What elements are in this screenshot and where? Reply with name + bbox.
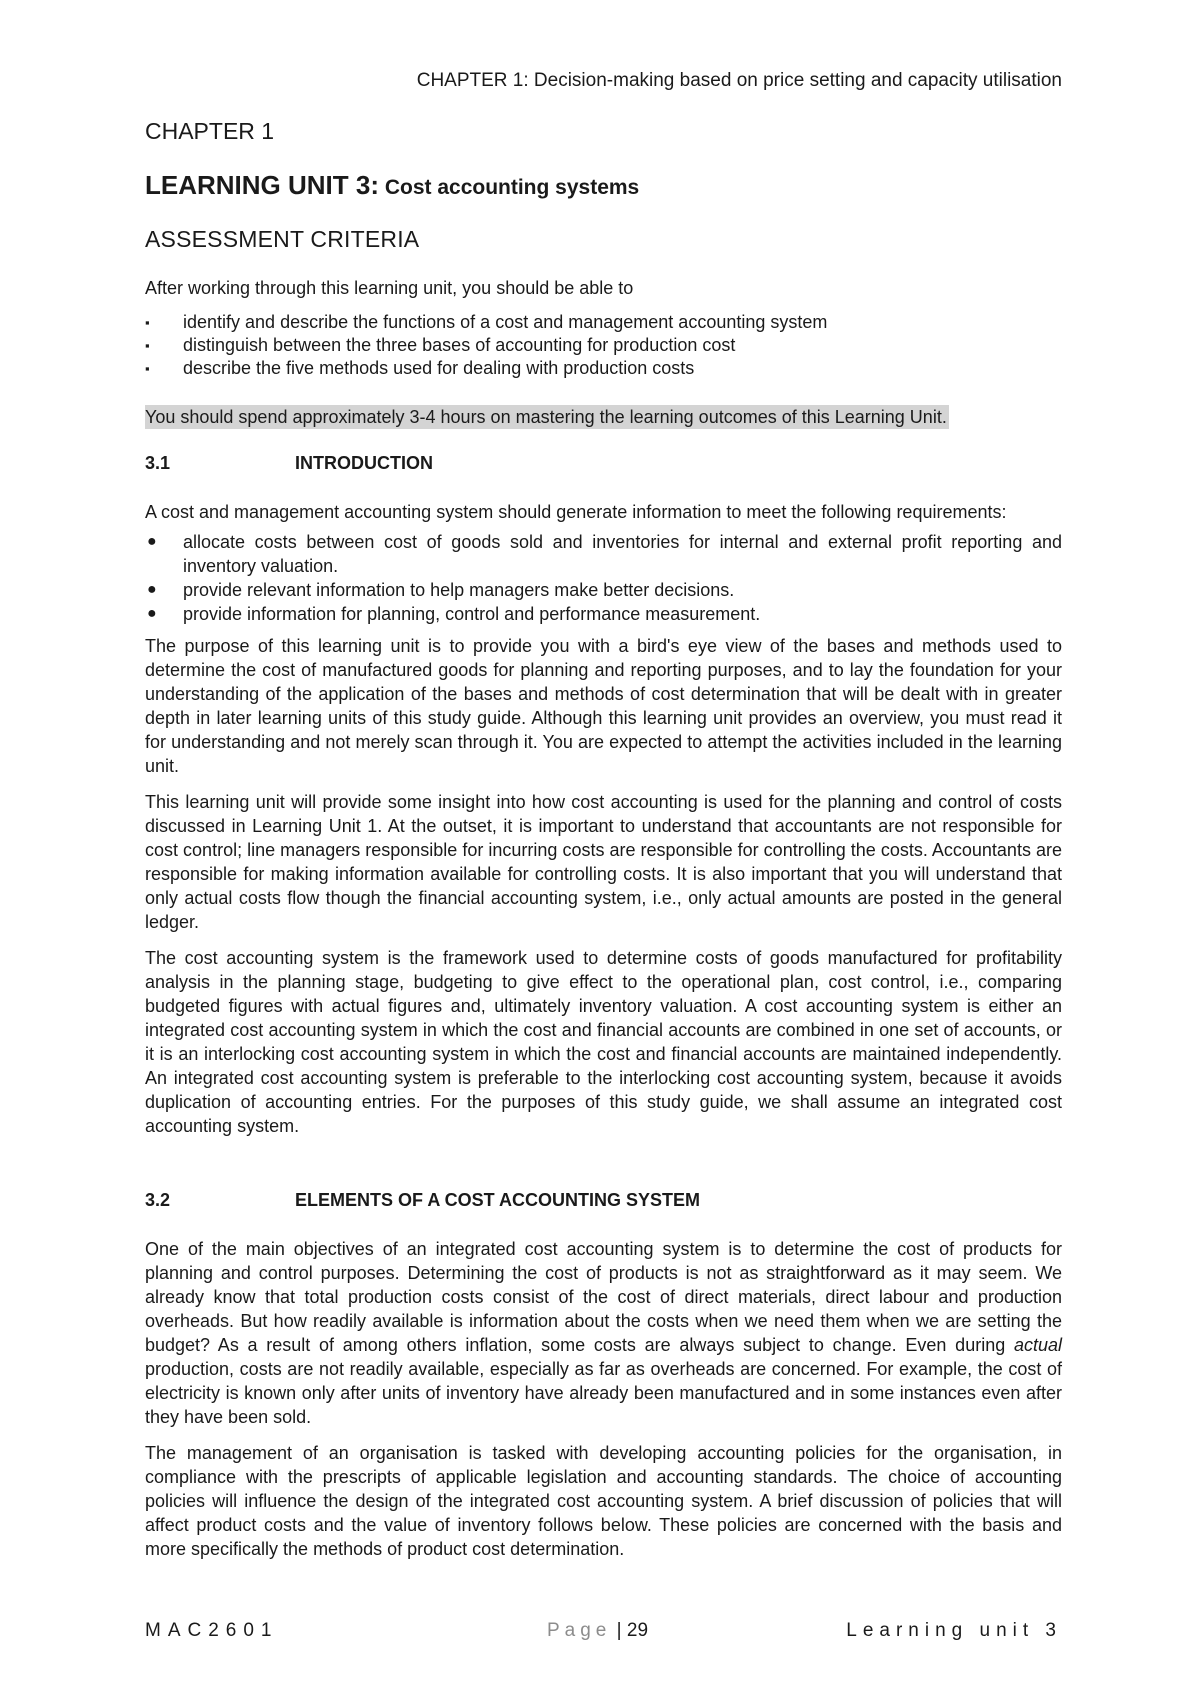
square-bullet-icon: ▪ (145, 361, 150, 376)
introduction-body (145, 500, 1062, 1150)
list-item: ▪ describe the five methods used for dealing with production costs (145, 358, 695, 378)
list-item: ▪ distinguish between the three bases of accounting for production cost (145, 335, 736, 355)
list-item: ▪ identify and describe the functions of a cost and management accounting system (145, 312, 828, 332)
paragraph: This learning unit will provide some insight into how cost accounting is used for the planning and control of costs discussed in Learning Unit 1. At the outset, it is important to understand that accountants are not responsible for cost control; line managers responsible for incurring costs are responsible for controlling the costs. Accountants are responsible for making information available for controlling costs. It is also important that you will understand that only actual costs flow though the financial accounting system, i.e., only actual amounts are posted in the general ledger. (145, 792, 1062, 932)
chapter-label: CHAPTER 1 (145, 118, 275, 144)
module-code: MAC2601 (145, 1620, 279, 1641)
page-footer (145, 1620, 1062, 1646)
assessment-heading: ASSESSMENT CRITERIA (145, 226, 420, 252)
section-heading-introduction (145, 453, 433, 474)
learning-unit-name: Cost accounting systems (379, 176, 640, 199)
page-indicator (547, 1620, 648, 1642)
paragraph: The management of an organisation is tasked with developing accounting policies for the organisation, in compliance with the prescripts of applicable legislation and accounting standards. The choice of accounting policies will influence the design of the integrated cost accounting system. A brief discussion of policies that will affect product costs and the value of inventory follows below. These policies are concerned with the basis and more specifically the methods of product cost determination. (145, 1443, 1062, 1559)
section-heading-elements (145, 1190, 700, 1211)
list-item: ● allocate costs between cost of goods sold and inventories for internal and external profit reporting and inventory valuation. (147, 532, 1062, 576)
square-bullet-icon: ▪ (145, 315, 150, 330)
page-number: 29 (626, 1620, 649, 1641)
time-note-highlight: You should spend approximately 3-4 hours on mastering the learning outcomes of this Learning Unit. (145, 407, 947, 427)
square-bullet-icon: ▪ (145, 338, 150, 353)
requirements-lead: A cost and management accounting system should generate information to meet the following requirements: (145, 502, 1007, 522)
page-separator: | (611, 1620, 627, 1641)
learning-unit-title (145, 170, 639, 201)
section-number: 3.2 (145, 1190, 171, 1210)
section-title: INTRODUCTION (295, 453, 433, 473)
assessment-criteria-list (145, 311, 1062, 380)
round-bullet-icon: ● (147, 581, 157, 598)
section-number: 3.1 (145, 453, 171, 473)
learning-unit-prefix: LEARNING UNIT 3: (145, 170, 379, 200)
emphasis-actual: actual (1013, 1335, 1062, 1355)
round-bullet-icon: ● (147, 605, 157, 622)
list-item: ● provide relevant information to help managers make better decisions. (147, 580, 735, 600)
paragraph: The cost accounting system is the framework used to determine costs of goods manufactured for profitability analysis in the planning stage, budgeting to give effect to the operational plan, cost control, i.e., comparing budgeted figures with actual figures and, ultimately inventory valuation. A cost accounting system is either an integrated cost accounting system in which the cost and financial accounts are combined in one set of accounts, or it is an interlocking cost accounting system in which the cost and financial accounts are maintained independently. An integrated cost accounting system is preferable to the interlocking cost accounting system, because it avoids duplication of accounting entries. For the purposes of this study guide, we shall assume an integrated cost accounting system. (145, 948, 1062, 1136)
page-label: Page (547, 1620, 612, 1641)
paragraph: One of the main objectives of an integrated cost accounting system is to determine the cost of products for planning and control purposes. Determining the cost of products is not as straightforward as it may seem. We already know that total production costs consist of the cost of direct materials, direct labour and production overheads. But how readily available is information about the costs when we need them when we are setting the budget? As a result of among others inflation, some costs are always subject to change. Even during actual production, costs are not readily available, especially as far as overheads are concerned. For example, the cost of electricity is known only after units of inventory have already been manufactured and in some instances even after they have been sold. (145, 1239, 1062, 1427)
paragraph: The purpose of this learning unit is to provide you with a bird's eye view of the bases and methods used to determine the cost of manufactured goods for planning and reporting purposes, and to lay the foundation for your understanding of the application of the bases and methods of cost determination that will be dealt with in greater depth in later learning units of this study guide. Although this learning unit provides an overview, you must read it for understanding and not merely scan through it. You are expected to attempt the activities included in the learning unit. (145, 636, 1062, 776)
running-header: CHAPTER 1: Decision-making based on price setting and capacity utilisation (416, 70, 1062, 91)
section-title: ELEMENTS OF A COST ACCOUNTING SYSTEM (295, 1190, 701, 1210)
elements-body (145, 1237, 1062, 1573)
round-bullet-icon: ● (147, 533, 157, 550)
unit-label: Learning unit 3 (846, 1620, 1062, 1641)
list-item: ● provide information for planning, control and performance measurement. (147, 604, 761, 624)
assessment-intro: After working through this learning unit, you should be able to (145, 278, 634, 298)
requirements-list (145, 530, 1062, 626)
